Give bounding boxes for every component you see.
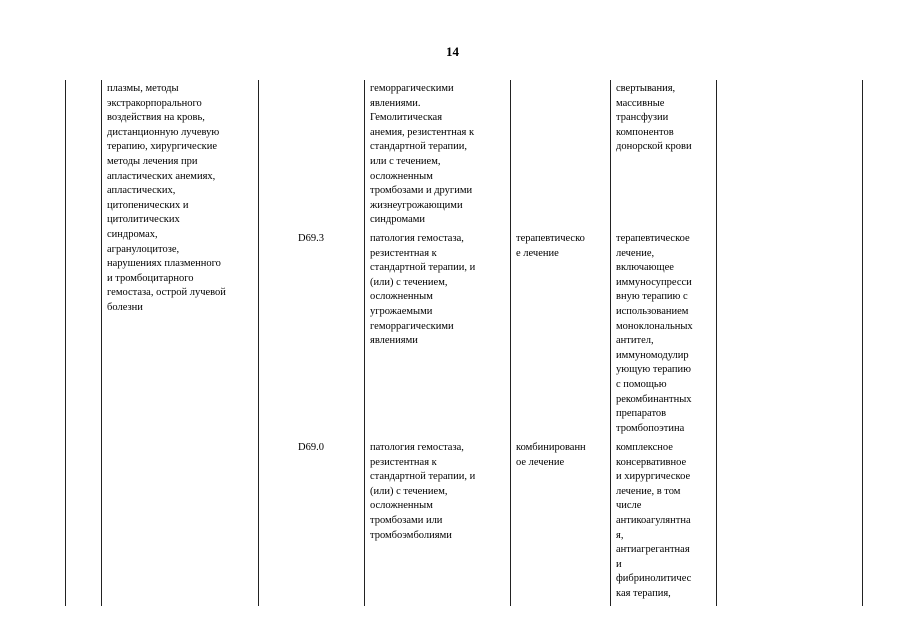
row2-treatment-cell: комплексное консервативное и хирургическое лечение, в том числе антикоагулянтна я, антиагрегантная и фибринолитичес кая терапия,: [616, 442, 692, 599]
page-number: 14: [446, 44, 459, 59]
table-border-1: [101, 80, 102, 606]
table-border-right: [862, 80, 863, 606]
row0-treatment-cell: свертывания, массивные трансфузии компонентов донорской крови: [616, 83, 692, 153]
row2-condition-cell: патология гемостаза, резистентная к стандартной терапии, и (или) с течением, осложненным тромбозами или тромбоэмболиями: [370, 442, 476, 541]
table-border-6: [716, 80, 717, 606]
row1-condition-cell: патология гемостаза, резистентная к стандартной терапии, и (или) с течением, осложненным угрожаемыми геморрагическими явлениями: [370, 233, 476, 347]
table-border-2: [258, 80, 259, 606]
row1-type-cell: терапевтическо е лечение: [516, 233, 585, 259]
table-border-left: [65, 80, 66, 606]
table-border-5: [610, 80, 611, 606]
row0-condition-cell: геморрагическими явлениями. Гемолитическая анемия, резистентная к стандартной терапии, или с течением, осложненным тромбозами и другими жизнеугрожающими синдромами: [370, 83, 475, 226]
row1-code-cell: D69.3: [298, 233, 324, 244]
row2-type-cell: комбинированн ое лечение: [516, 442, 586, 468]
methods-cell: плазмы, методы экстракорпорального воздействия на кровь, дистанционную лучевую терапию, хирургические методы лечения при апластических анемиях, апластических, цитопенических и цитолитических синдромах, агранулоцитозе, нарушениях плазменного и тромбоцитарного гемостаза, острой лучевой болезни: [107, 83, 226, 313]
row1-treatment-cell: терапевтическое лечение, включающее иммуносупресси вную терапию с использованием моноклональных антител, иммуномодулир ующую терапию с помощью рекомбинантных препаратов тромбопоэтина: [616, 233, 693, 434]
table-border-3: [364, 80, 365, 606]
table-border-4: [510, 80, 511, 606]
row2-code-cell: D69.0: [298, 442, 324, 453]
